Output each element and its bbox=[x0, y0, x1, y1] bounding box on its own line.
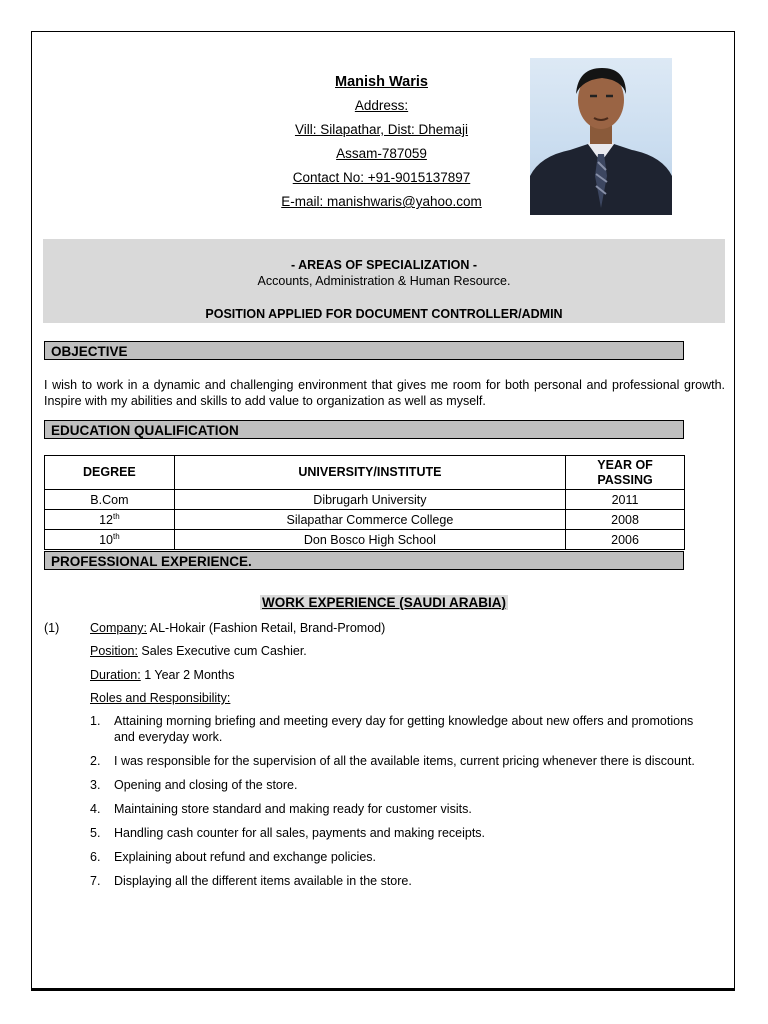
objective-text: I wish to work in a dynamic and challenging environment that gives me room for both personal and professional growth. Inspire with my abilities and skills to add value to organization as well as myself. bbox=[44, 378, 725, 408]
column-header: DEGREE bbox=[45, 456, 175, 490]
address-label: Address: bbox=[354, 98, 409, 113]
objective-heading: OBJECTIVE bbox=[44, 341, 684, 360]
institute-cell: Silapathar Commerce College bbox=[174, 510, 565, 530]
duration-line: Duration: 1 Year 2 Months bbox=[90, 668, 235, 682]
education-table bbox=[44, 455, 685, 550]
specialization-band bbox=[43, 239, 725, 323]
list-item: 5. Handling cash counter for all sales, payments and making receipts. bbox=[90, 826, 486, 840]
list-item: 6. Explaining about refund and exchange policies. bbox=[90, 850, 376, 864]
candidate-name: Manish Waris bbox=[335, 74, 428, 90]
position-line: Position: Sales Executive cum Cashier. bbox=[90, 644, 307, 658]
degree-cell: B.Com bbox=[45, 490, 175, 510]
areas-title: - AREAS OF SPECIALIZATION - bbox=[290, 258, 478, 272]
list-item: 4. Maintaining store standard and making ready for customer visits. bbox=[90, 802, 472, 816]
column-header: UNIVERSITY/INSTITUTE bbox=[174, 456, 565, 490]
education-heading: EDUCATION QUALIFICATION bbox=[44, 420, 684, 439]
list-item: 3. Opening and closing of the store. bbox=[90, 778, 298, 792]
table-row bbox=[45, 490, 685, 510]
experience-index: (1) bbox=[44, 621, 60, 635]
year-cell: 2008 bbox=[566, 510, 685, 530]
degree-cell: 12th bbox=[45, 510, 175, 530]
institute-cell: Dibrugarh University bbox=[174, 490, 565, 510]
position-applied: POSITION APPLIED FOR DOCUMENT CONTROLLER/ADMIN bbox=[205, 307, 563, 321]
email-address: E-mail: manishwaris@yahoo.com bbox=[281, 194, 482, 209]
list-item: 7. Displaying all the different items available in the store. bbox=[90, 874, 412, 888]
work-experience-title: WORK EXPERIENCE (SAUDI ARABIA) bbox=[261, 595, 506, 610]
institute-cell: Don Bosco High School bbox=[174, 530, 565, 550]
table-header-row bbox=[45, 456, 685, 490]
list-item: 2. I was responsible for the supervision of all the available items, current pricing whenever there is discount. bbox=[90, 754, 695, 768]
table-row bbox=[45, 510, 685, 530]
address-line-1: Vill: Silapathar, Dist: Dhemaji bbox=[294, 122, 469, 137]
column-header: YEAR OF PASSING bbox=[566, 456, 685, 490]
contact-number: Contact No: +91-9015137897 bbox=[292, 170, 471, 185]
areas-text: Accounts, Administration & Human Resource. bbox=[257, 274, 511, 288]
address-line-2: Assam-787059 bbox=[336, 146, 427, 161]
profile-photo bbox=[530, 58, 672, 215]
company-line: Company: AL-Hokair (Fashion Retail, Brand-Promod) bbox=[90, 621, 386, 635]
degree-cell: 10th bbox=[45, 530, 175, 550]
year-cell: 2006 bbox=[566, 530, 685, 550]
resume-page bbox=[31, 31, 735, 991]
table-row bbox=[45, 530, 685, 550]
roles-list bbox=[90, 713, 700, 897]
year-cell: 2011 bbox=[566, 490, 685, 510]
roles-label: Roles and Responsibility: bbox=[90, 691, 231, 705]
list-item: 1. Attaining morning briefing and meeting every day for getting knowledge about new offers and promotions and everyday work. bbox=[90, 714, 694, 744]
experience-heading: PROFESSIONAL EXPERIENCE. bbox=[44, 551, 684, 570]
